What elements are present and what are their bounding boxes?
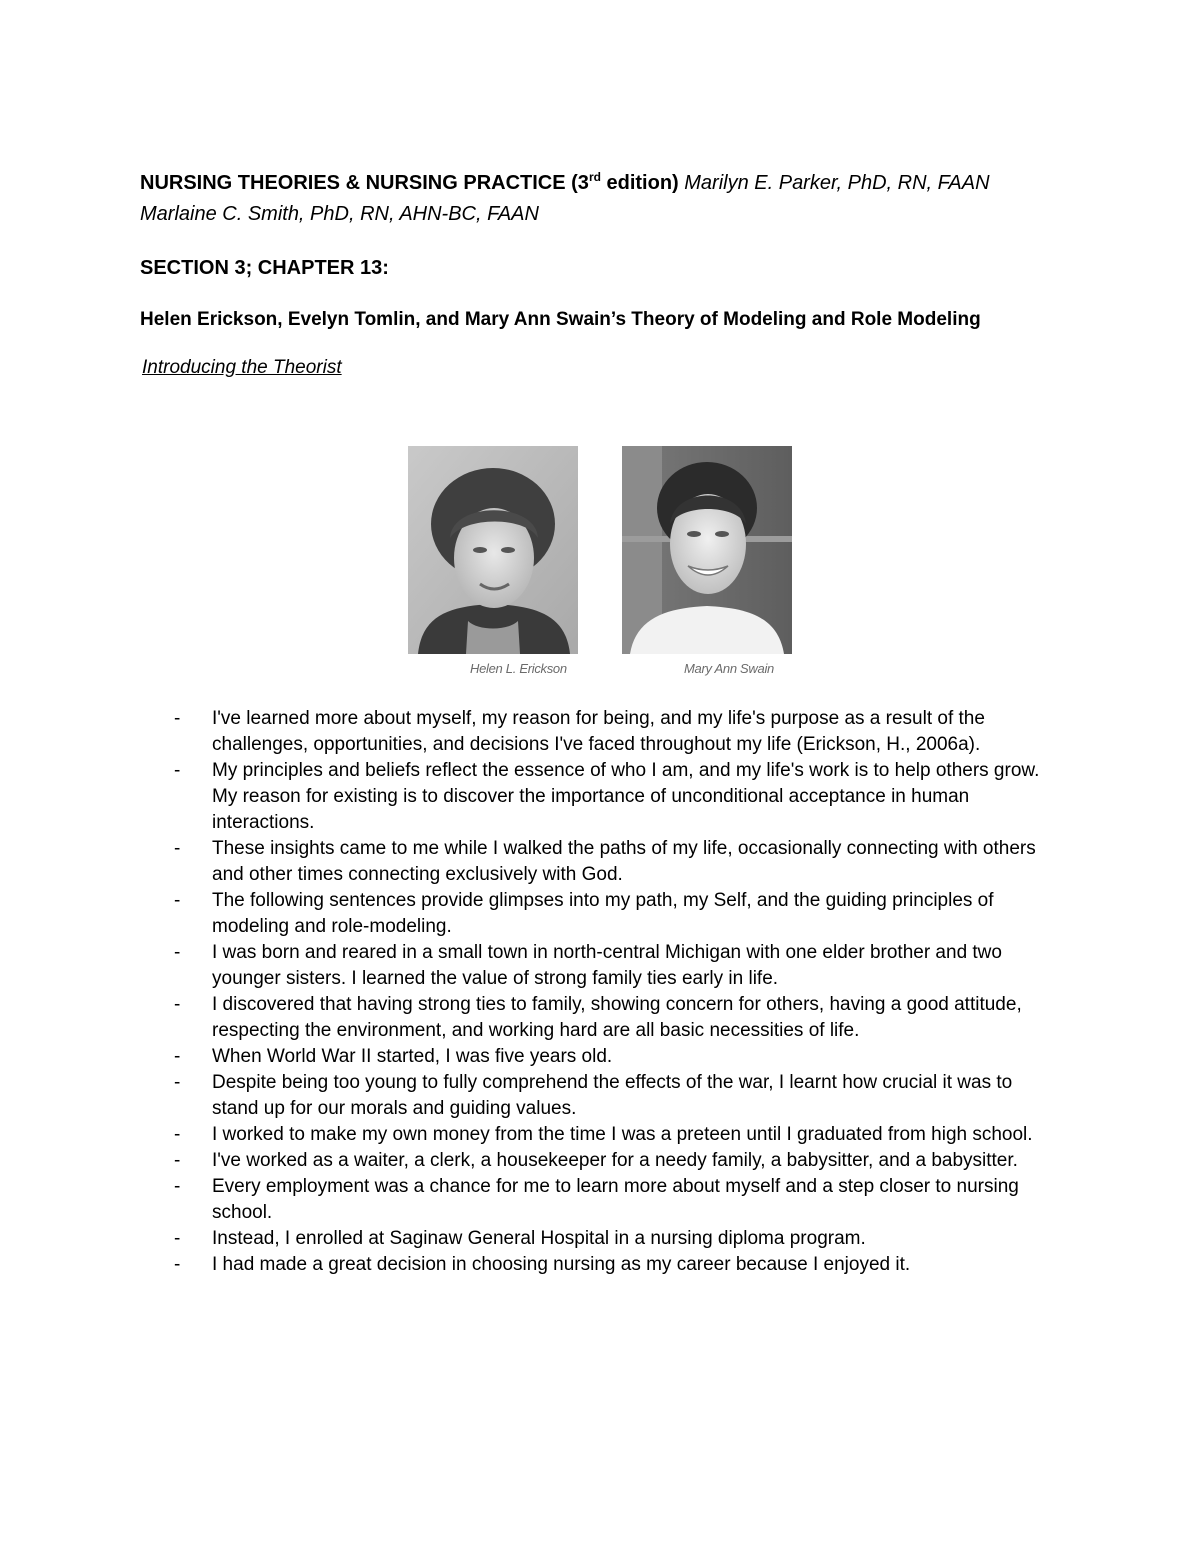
- list-item-text: I've worked as a waiter, a clerk, a housekeeper for a needy family, a babysitter, and a babysitter.: [212, 1150, 1018, 1171]
- bullet-marker: -: [174, 760, 181, 781]
- bullet-marker: -: [174, 942, 181, 963]
- book-citation: [140, 168, 1060, 230]
- list-item: [170, 706, 1060, 758]
- list-item-text: Instead, I enrolled at Saginaw General Hospital in a nursing diploma program.: [212, 1228, 866, 1249]
- bullet-list: [170, 706, 1060, 1278]
- book-title-edition: edition): [600, 172, 679, 194]
- bullet-marker: -: [174, 890, 181, 911]
- bullet-marker: -: [174, 838, 181, 859]
- list-item-text: Every employment was a chance for me to learn more about myself and a step closer to nursing school.: [212, 1176, 1019, 1223]
- list-item: [170, 836, 1060, 888]
- photo-caption: Mary Ann Swain: [684, 661, 774, 676]
- bullet-marker: -: [174, 1228, 181, 1249]
- list-item: [170, 1044, 1060, 1070]
- bullet-marker: -: [174, 1072, 181, 1093]
- list-item: [170, 992, 1060, 1044]
- intro-theorist-heading: Introducing the Theorist: [142, 357, 342, 378]
- edition-ordinal: rd: [588, 170, 601, 184]
- photo-mary-ann-swain: [622, 446, 792, 654]
- list-item: [170, 1226, 1060, 1252]
- list-item: [170, 1122, 1060, 1148]
- list-item-text: Despite being too young to fully comprehend the effects of the war, I learnt how crucial it was to stand up for our morals and guiding values.: [212, 1072, 1013, 1119]
- list-item-text: When World War II started, I was five years old.: [212, 1046, 613, 1067]
- list-item-text: These insights came to me while I walked the paths of my life, occasionally connecting with others and other times connecting exclusively with God.: [212, 838, 1036, 885]
- portrait-image: [408, 446, 578, 654]
- bullet-marker: -: [174, 1046, 181, 1067]
- bullet-marker: -: [174, 1176, 181, 1197]
- book-authors: Marilyn E. Parker, PhD, RN, FAAN Marlaine C. Smith, PhD, RN, AHN-BC, FAAN: [140, 172, 990, 225]
- document-page: [140, 168, 1060, 1275]
- bullet-marker: -: [174, 994, 181, 1015]
- section-heading: SECTION 3; CHAPTER 13:: [140, 257, 389, 279]
- list-item-text: I've learned more about myself, my reason for being, and my life's purpose as a result of the challenges, opportunities, and decisions I've faced throughout my life (Erickson, H., 2006a).: [212, 708, 985, 755]
- list-item: [170, 1252, 1060, 1278]
- list-item-text: I worked to make my own money from the time I was a preteen until I graduated from high school.: [212, 1124, 1033, 1145]
- bullet-marker: -: [174, 1254, 181, 1275]
- list-item: [170, 758, 1060, 836]
- book-title-text: NURSING THEORIES & NURSING PRACTICE (3: [140, 172, 589, 194]
- theorist-photos: [408, 446, 808, 686]
- list-item: [170, 1070, 1060, 1122]
- list-item-text: My principles and beliefs reflect the essence of who I am, and my life's work is to help others grow. My reason for existing is to discover the importance of unconditional acceptance in human interactions.: [212, 760, 1040, 833]
- list-item-text: I discovered that having strong ties to family, showing concern for others, having a good attitude, respecting the environment, and working hard are all basic necessities of life.: [212, 994, 1022, 1041]
- photo-caption: Helen L. Erickson: [470, 661, 567, 676]
- list-item: [170, 888, 1060, 940]
- list-item-text: The following sentences provide glimpses into my path, my Self, and the guiding principles of modeling and role-modeling.: [212, 890, 994, 937]
- list-item-text: I was born and reared in a small town in north-central Michigan with one elder brother and two younger sisters. I learned the value of strong family ties early in life.: [212, 942, 1002, 989]
- book-title: [140, 172, 679, 194]
- portrait-image: [622, 446, 792, 654]
- photo-helen-erickson: [408, 446, 578, 654]
- bullet-marker: -: [174, 1124, 181, 1145]
- list-item: [170, 1148, 1060, 1174]
- list-item: [170, 1174, 1060, 1226]
- bullet-marker: -: [174, 708, 181, 729]
- list-item-text: I had made a great decision in choosing nursing as my career because I enjoyed it.: [212, 1254, 911, 1275]
- list-item: [170, 940, 1060, 992]
- chapter-title: Helen Erickson, Evelyn Tomlin, and Mary Ann Swain’s Theory of Modeling and Role Modeling: [140, 309, 981, 330]
- bullet-marker: -: [174, 1150, 181, 1171]
